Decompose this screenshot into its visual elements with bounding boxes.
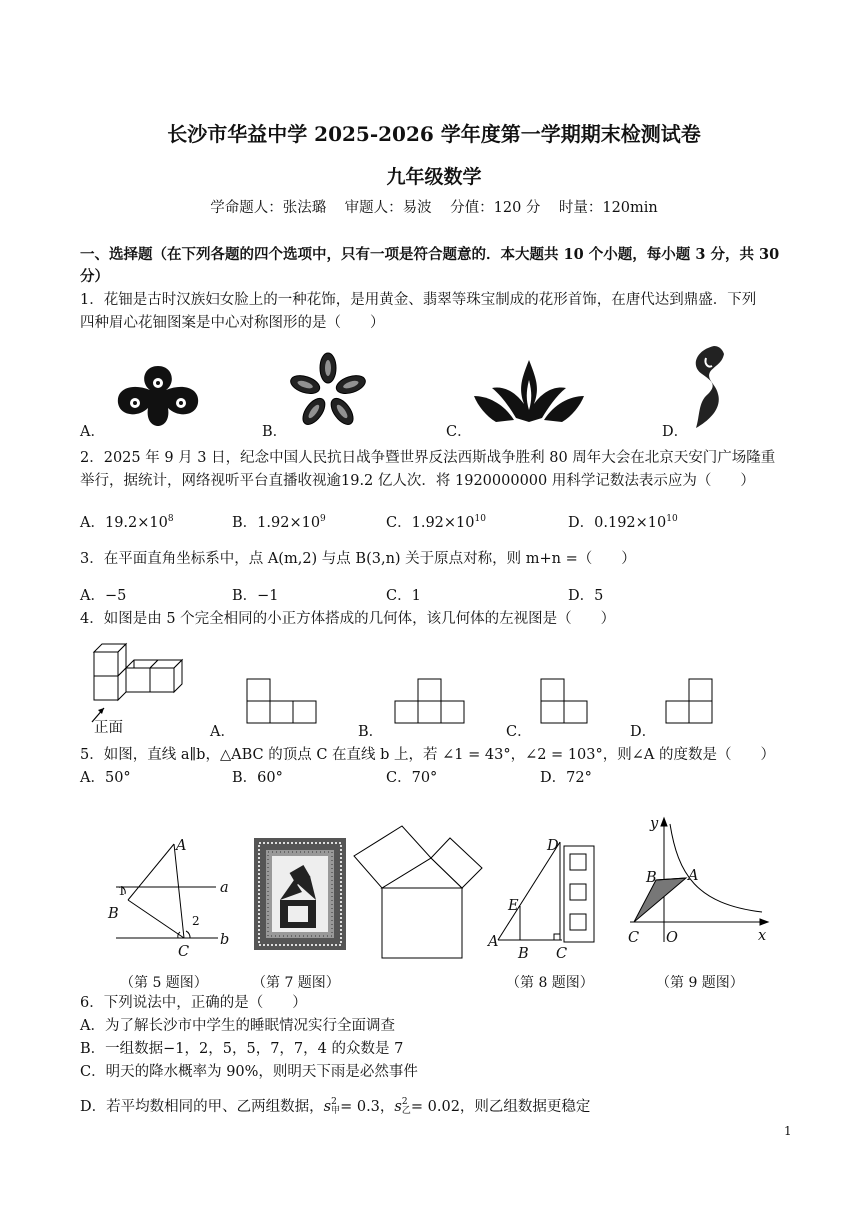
flower-b-image (288, 352, 368, 428)
q6-line: 6．下列说法中，正确的是（ ） (80, 995, 307, 1011)
fig5-angle-2: 2 (192, 914, 200, 928)
q4-option-b: B． (358, 724, 384, 740)
fig8-label-d: D (547, 838, 559, 854)
fig5-label-line-b: b (220, 932, 230, 948)
q6-option-a: A．为了解长沙市中学生的睡眠情况实行全面调查 (80, 1018, 395, 1034)
q5-line: 5．如图，直线 a∥b，△ABC 的顶点 C 在直线 b 上，若 ∠1 = 43°，∠2 = 103°，则∠A 的度数是（ ） (80, 747, 775, 763)
cube-solid-image (88, 640, 198, 730)
q2-line2: 举行，据统计，网络视听平台直播收视逾19.2 亿人次．将 1920000000 用科学记数法表示应为（ ） (80, 473, 755, 489)
q6-option-c: C．明天的降水概率为 90%，则明天下雨是必然事件 (80, 1064, 418, 1080)
fig5-label-line-a: a (220, 880, 229, 896)
q2-option-a: A．$19.2\times 10^8$ (80, 514, 174, 531)
q2-option-d: D．$0.192\times 10^{10}$ (568, 514, 678, 531)
q5-option-c: C．70° (386, 770, 438, 786)
q1-option-b: B． (262, 424, 288, 440)
fig9-label-b: B (646, 870, 657, 886)
fig7-caption: （第 7 题图） (252, 975, 340, 991)
q2-option-c: C．$1.92\times 10^{10}$ (386, 514, 486, 531)
flower-d-image (688, 344, 728, 430)
q4-option-c: C． (506, 724, 532, 740)
fig8-label-c: C (556, 946, 568, 962)
view-d-image (665, 678, 715, 724)
q1-option-d: D． (662, 424, 689, 440)
exam-title: 长沙市华益中学 2025-2026 学年度第一学期期末检测试卷 (167, 122, 701, 146)
fig8-label-a: A (488, 934, 499, 950)
view-c-image (540, 678, 590, 724)
q4-option-a: A． (210, 724, 235, 740)
figure-7-pattern-image (254, 838, 346, 950)
q1-option-c: C． (446, 424, 472, 440)
q4-line: 4．如图是由 5 个完全相同的小正方体搭成的几何体，该几何体的左视图是（ ） (80, 611, 616, 627)
section-heading-line1: 一、选择题（在下列各题的四个选项中，只有一项是符合题意的．本大题共 10 个小题，每小题 3 分，共 30 (80, 246, 780, 263)
q2-line1: 2．2025 年 9 月 3 日，纪念中国人民抗日战争暨世界反法西斯战争胜利 80 周年大会在北京天安门广场隆重 (80, 450, 776, 466)
fig8-label-e: E (508, 898, 519, 914)
q5-option-a: A．50° (80, 770, 131, 786)
q3-option-a: A．−5 (80, 588, 127, 604)
fig9-caption: （第 9 题图） (656, 975, 744, 991)
flower-c-image (474, 360, 584, 426)
fig9-label-y: y (650, 816, 659, 832)
q1-line2: 四种眉心花钿图案是中心对称图形的是（ ） (80, 315, 385, 331)
q5-option-b: B．60° (232, 770, 283, 786)
section-heading-line2: 分） (80, 268, 109, 285)
fig5-caption: （第 5 题图） (120, 975, 208, 991)
q3-option-b: B．−1 (232, 588, 279, 604)
fig9-label-o: O (666, 930, 678, 946)
q6-option-b: B．一组数据−1，2，5，5，7，7，4 的众数是 7 (80, 1041, 404, 1057)
q1-line1: 1．花钿是古时汉族妇女脸上的一种花饰，是用黄金、翡翠等珠宝制成的花形首饰，在唐代达到鼎盛．下列 (80, 292, 757, 308)
q5-option-d: D．72° (540, 770, 592, 786)
fig9-label-c: C (628, 930, 640, 946)
fig5-angle-1: 1 (118, 884, 126, 898)
q3-line: 3．在平面直角坐标系中，点 A(m,2) 与点 B(3,n) 关于原点对称，则 m+n =（ ） (80, 551, 636, 567)
front-label: 正面 (94, 720, 123, 736)
page-number: 1 (784, 1124, 792, 1138)
exam-subtitle: 九年级数学 (386, 166, 482, 188)
fig9-label-a: A (688, 868, 699, 884)
view-a-image (246, 678, 318, 724)
fig9-label-x: x (758, 928, 767, 944)
q2-option-b: B．$1.92\times 10^9$ (232, 514, 326, 531)
fig8-caption: （第 8 题图） (506, 975, 594, 991)
exam-info: 学命题人：张法璐 审题人：易波 分值：120 分 时量：120min (210, 200, 658, 216)
fig5-label-c-vertex: C (178, 944, 190, 960)
q4-option-d: D． (630, 724, 657, 740)
q6-option-d: D．若平均数相同的甲、乙两组数据，s 2 甲 = 0.3，s 2 乙 = 0.02，则乙组数据更稳定 (80, 1097, 591, 1116)
q1-option-a: A． (80, 424, 105, 440)
figure-8-diagram (484, 834, 604, 954)
q3-option-d: D．5 (568, 588, 604, 604)
fig5-label-a-vertex: A (176, 838, 187, 854)
flower-a-image (108, 358, 208, 428)
q3-option-c: C．1 (386, 588, 421, 604)
fig8-label-b: B (518, 946, 529, 962)
fig5-label-b-vertex: B (108, 906, 119, 922)
view-b-image (394, 678, 466, 724)
pythagoras-squares-diagram (348, 820, 468, 962)
